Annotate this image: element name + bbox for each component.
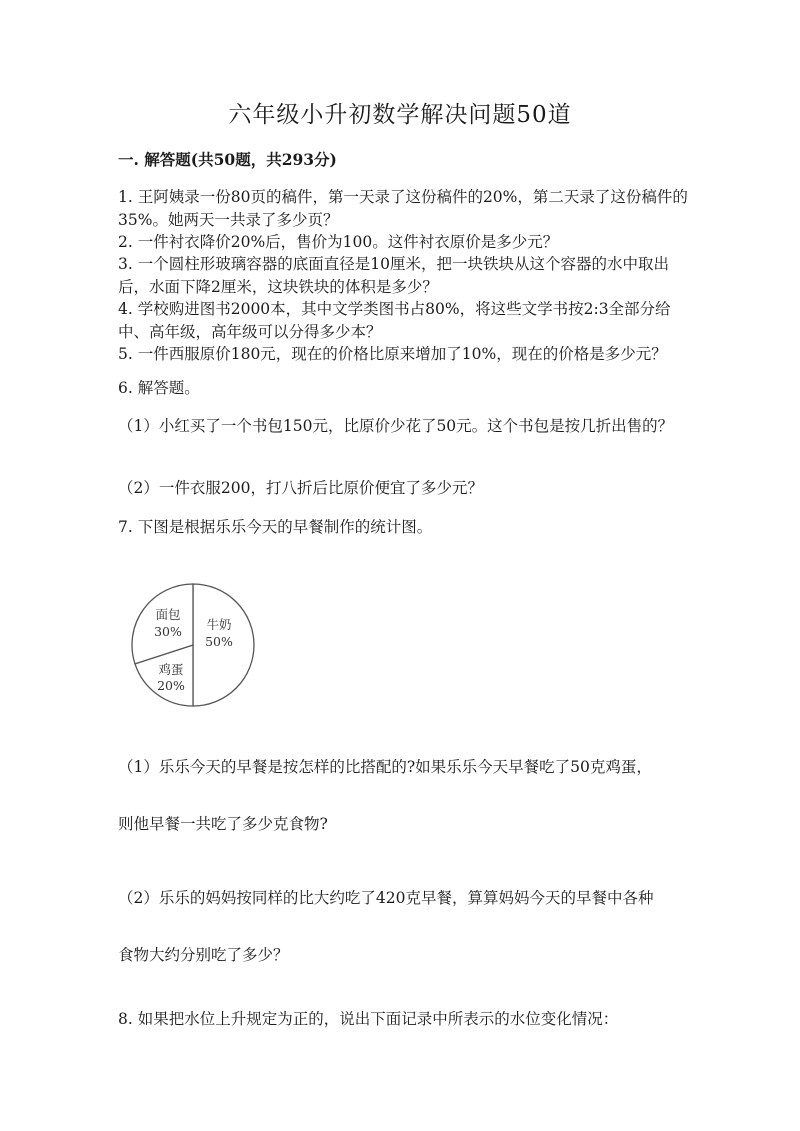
- question-8: 8. 如果把水位上升规定为正的，说出下面记录中所表示的水位变化情况：: [118, 1010, 619, 1028]
- question-7-part-1-line-1: （1）乐乐今天的早餐是按怎样的比搭配的?如果乐乐今天早餐吃了50克鸡蛋，: [118, 758, 652, 776]
- pie-chart-svg: [126, 580, 266, 710]
- question-2: 2. 一件衬衣降价20%后，售价为100。这件衬衣原价是多少元？: [118, 233, 559, 251]
- pie-label-egg: 鸡蛋: [158, 662, 184, 677]
- breakfast-pie-chart: [126, 580, 266, 710]
- question-7-part-2-line-1: （2）乐乐的妈妈按同样的比大约吃了420克早餐，算算妈妈今天的早餐中各种: [118, 889, 654, 907]
- pie-percent-egg: 20%: [157, 678, 185, 693]
- page-title: 六年级小升初数学解决问题50道: [228, 102, 572, 128]
- question-7-part-1-line-2: 则他早餐一共吃了多少克食物?: [118, 815, 328, 833]
- question-7-part-2-line-2: 食物大约分别吃了多少？: [118, 946, 289, 964]
- section-heading: 一. 解答题(共50题，共293分): [118, 150, 337, 169]
- pie-label-milk: 牛奶: [206, 617, 232, 632]
- pie-percent-milk: 50%: [205, 634, 233, 649]
- question-1: 1. 王阿姨录一份80页的稿件，第一天录了这份稿件的20%，第二天录了这份稿件的35%。她两天一共录了多少页？: [118, 188, 688, 229]
- question-4: 4. 学校购进图书2000本，其中文学类图书占80%，将这些文学书按2:3全部分给中、高年级，高年级可以分得多少本？: [118, 300, 671, 341]
- question-3: 3. 一个圆柱形玻璃容器的底面直径是10厘米，把一块铁块从这个容器的水中取出后，水面下降2厘米，这块铁块的体积是多少？: [118, 255, 669, 296]
- pie-percent-bread: 30%: [154, 624, 182, 639]
- pie-label-bread: 面包: [155, 607, 181, 622]
- question-6-part-1: （1）小红买了一个书包150元，比原价少花了50元。这个书包是按几折出售的？: [118, 417, 674, 435]
- question-6: 6. 解答题。: [118, 379, 200, 397]
- question-6-part-2: （2）一件衣服200，打八折后比原价便宜了多少元？: [118, 479, 483, 497]
- question-5: 5. 一件西服原价180元，现在的价格比原来增加了10%，现在的价格是多少元？: [118, 345, 667, 363]
- question-7: 7. 下图是根据乐乐今天的早餐制作的统计图。: [118, 518, 433, 536]
